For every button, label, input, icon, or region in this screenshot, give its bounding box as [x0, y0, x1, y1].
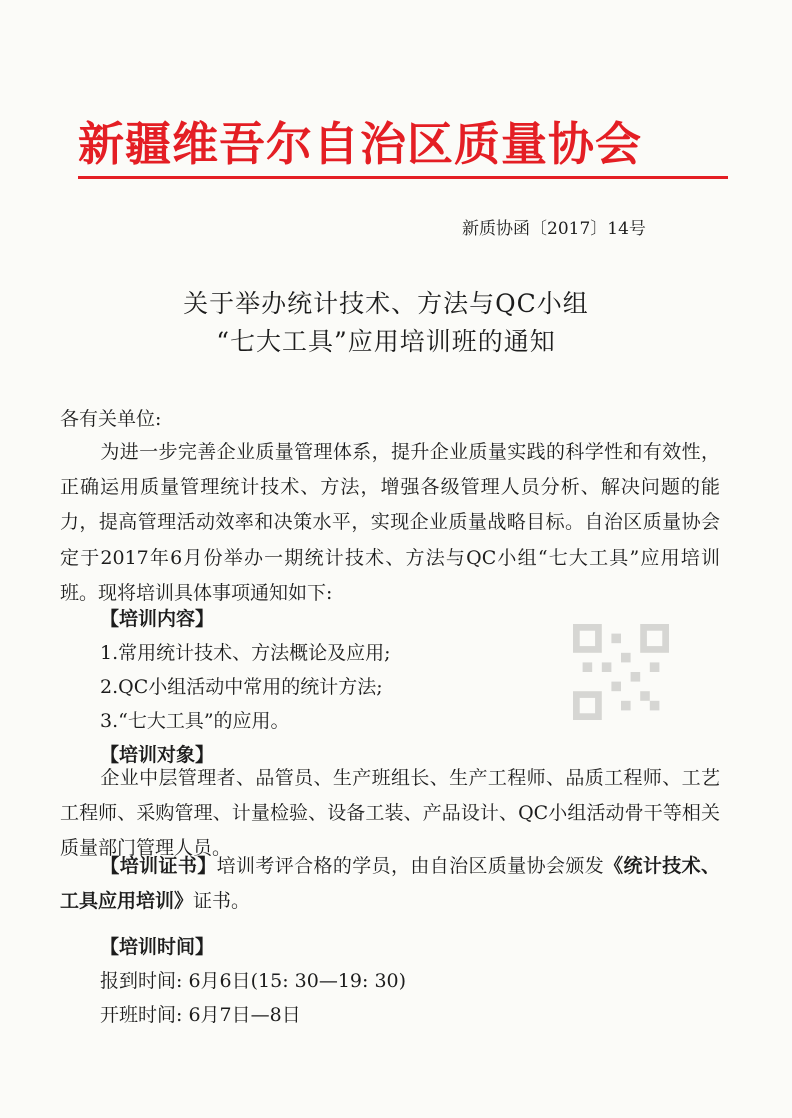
qr-code-bleed-through	[572, 624, 670, 720]
certificate-paragraph	[60, 849, 720, 919]
certificate-heading: 【培训证书】	[100, 855, 217, 877]
training-audience-heading: 【培训对象】	[100, 744, 215, 766]
intro-paragraph	[60, 435, 720, 611]
training-time-heading: 【培训时间】	[100, 936, 215, 958]
intro-text: 为进一步完善企业质量管理体系，提升企业质量实践的科学性和有效性，正确运用质量管理统计技术、方法，增强各级管理人员分析、解决问题的能力，提高管理活动效率和决策水平，实现企业质量战略目标。自治区质量协会定于2017年6月份举办一期统计技术、方法与QC小组“七大工具”应用培训班。现将培训具体事项通知如下:	[60, 441, 720, 604]
time-item: 开班时间: 6月7日—8日	[100, 1004, 301, 1026]
content-item: 2.QC小组活动中常用的统计方法;	[100, 676, 383, 698]
header-red-rule	[78, 176, 728, 179]
content-item: 3.“七大工具”的应用。	[100, 710, 290, 732]
notice-title-line-2: “七大工具”应用培训班的通知	[216, 327, 556, 356]
certificate-name: 《统计技术、工具应用培训》	[60, 855, 720, 913]
notice-title-line-1: 关于举办统计技术、方法与QC小组	[183, 289, 589, 318]
audience-text: 企业中层管理者、品管员、生产班组长、生产工程师、品质工程师、工艺工程师、采购管理、计量检验、设备工装、产品设计、QC小组活动骨干等相关质量部门管理人员。	[60, 767, 720, 860]
time-item: 报到时间: 6月6日(15: 30—19: 30)	[100, 970, 407, 992]
document-number: 新质协函〔2017〕14号	[462, 219, 646, 239]
certificate-text: 培训考评合格的学员，由自治区质量协会颁发	[216, 855, 605, 877]
content-item: 1.常用统计技术、方法概论及应用;	[100, 642, 391, 664]
salutation: 各有关单位:	[60, 408, 162, 430]
training-content-heading: 【培训内容】	[100, 608, 215, 630]
certificate-tail: 证书。	[193, 890, 251, 913]
organization-title: 新疆维吾尔自治区质量协会	[78, 117, 642, 171]
